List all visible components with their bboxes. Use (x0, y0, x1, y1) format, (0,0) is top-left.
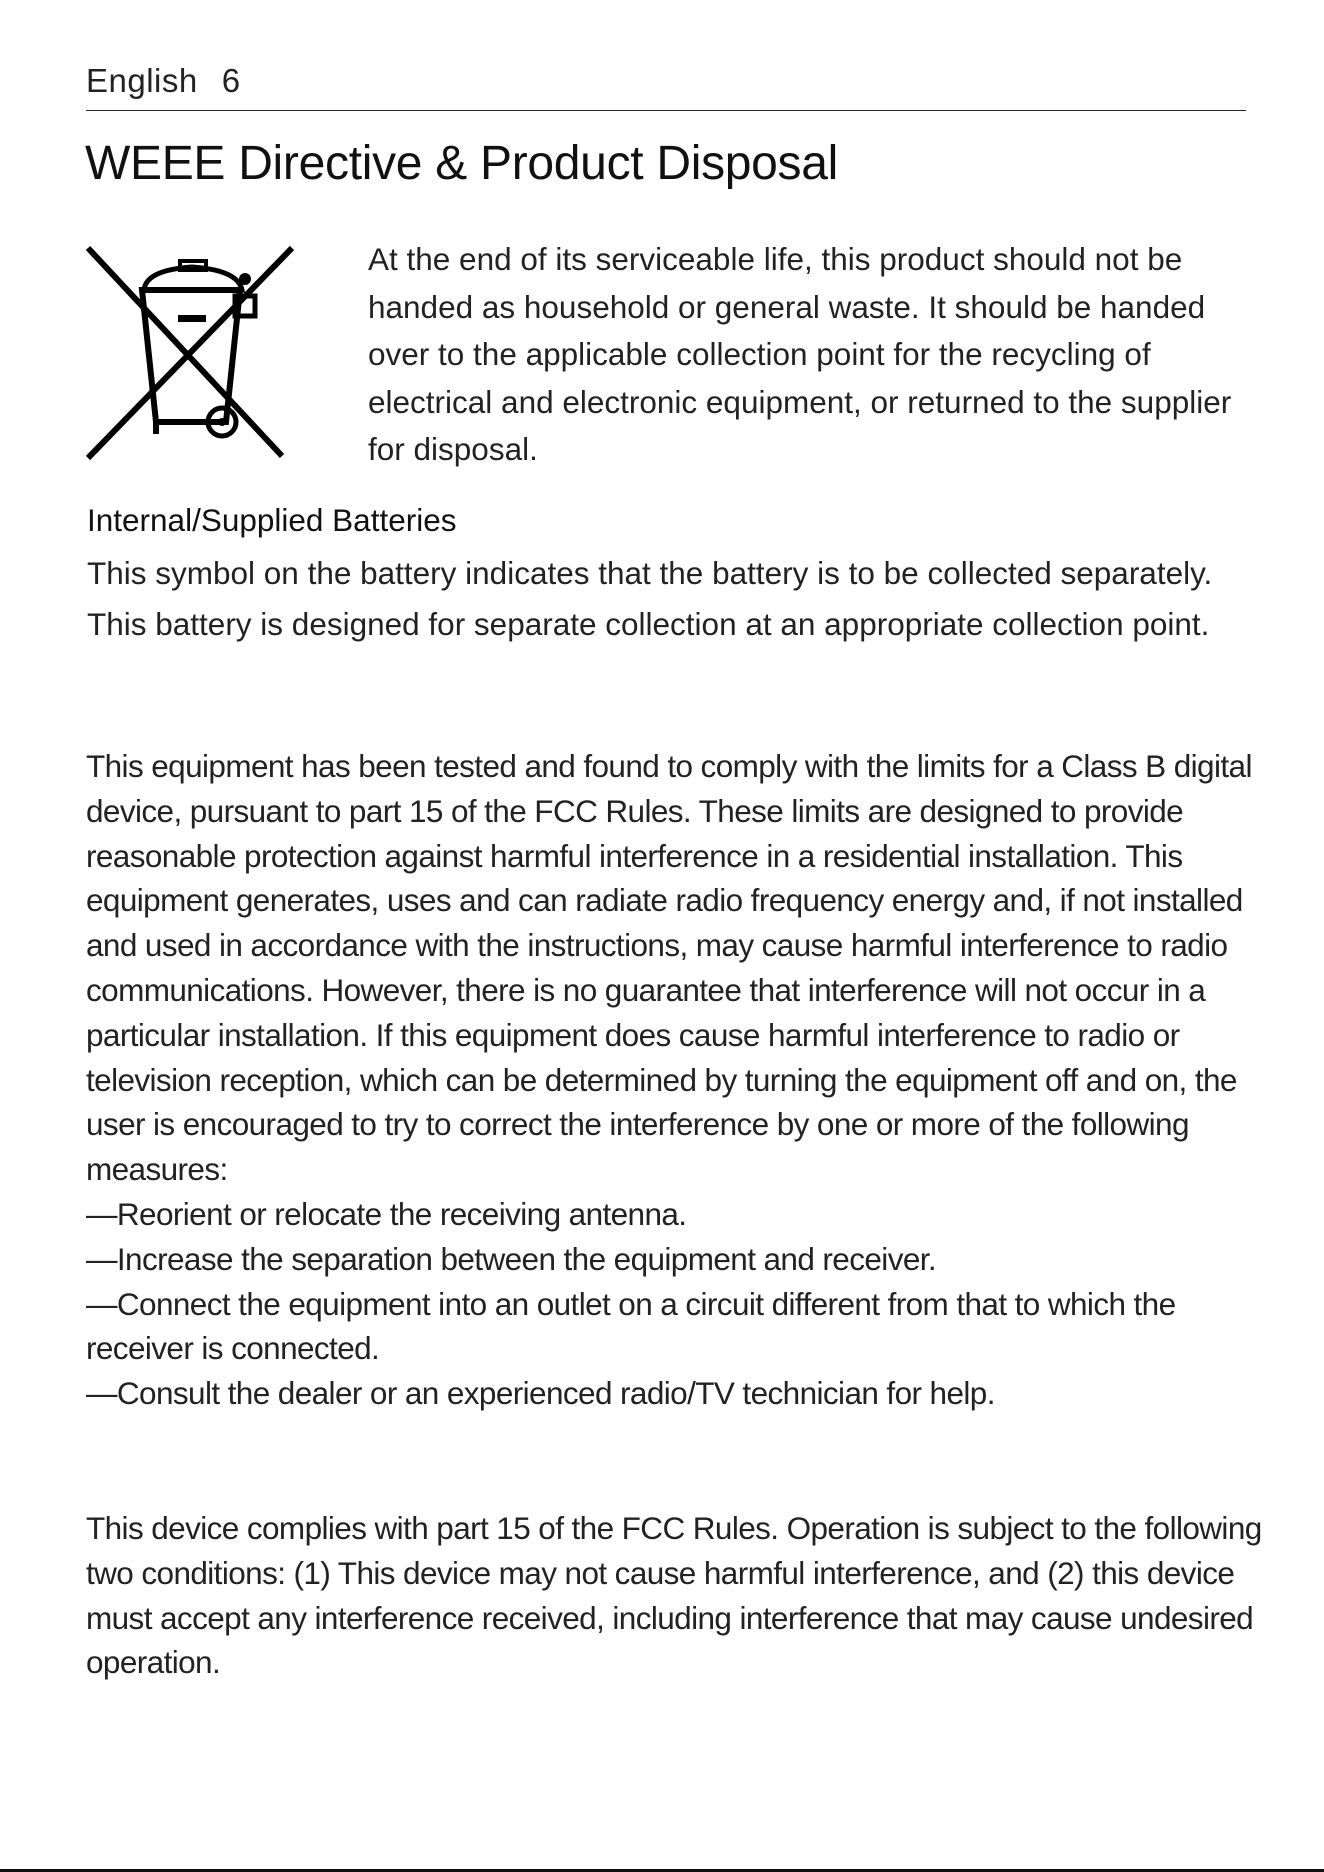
fcc-conditions-text: This device complies with part 15 of the FCC Rules. Operation is subject to the following two conditions: (1) This device may not cause harmful interference, and (2) this device must accept any interference received, including interference that may cause undesired operation. (86, 1510, 1262, 1681)
fcc-measure-item: —Connect the equipment into an outlet on a circuit different from that to which the receiver is connected. (86, 1285, 1176, 1367)
weee-disposal-text: At the end of its serviceable life, this product should not be handed as household or general waste. It should be handed over to the applicable collection point for the recycling of electrical and electronic equipment, or returned to the supplier for disposal. (368, 241, 1232, 467)
fcc-statement-text: This equipment has been tested and found to comply with the limits for a Class B digital device, pursuant to part 15 of the FCC Rules. These limits are designed to provide reasonable protection against harmful interference in a residential installation. This equipment generates, uses and can radiate radio frequency energy and, if not installed and used in accordance with the instructions, may cause harmful interference to radio communications. However, there is no guarantee that interference will not occur in a particular installation. If this equipment does cause harmful interference to radio or television reception, which can be determined by turning the equipment off and on, the user is encouraged to try to correct the interference by one or more of the following measures: (86, 748, 1252, 1188)
page-number: 6 (221, 62, 241, 99)
fcc-measure-item: —Reorient or relocate the receiving antenna. (86, 1195, 687, 1232)
fcc-measure-item: —Consult the dealer or an experienced radio/TV technician for help. (86, 1375, 995, 1412)
batteries-heading: Internal/Supplied Batteries (87, 502, 457, 538)
crossed-out-wheelie-bin-icon (84, 240, 296, 466)
language-label: English (86, 62, 198, 99)
fcc-measure-item: —Increase the separation between the equipment and receiver. (86, 1240, 937, 1277)
page-header (86, 62, 1246, 111)
page-title: WEEE Directive & Product Disposal (85, 137, 839, 190)
fcc-statement-section (86, 744, 1276, 1416)
fcc-measures-list (86, 1192, 1276, 1416)
batteries-text: This symbol on the battery indicates that the battery is to be collected separately. This battery is designed for separate collection at an appropriate collection point. (87, 555, 1213, 642)
